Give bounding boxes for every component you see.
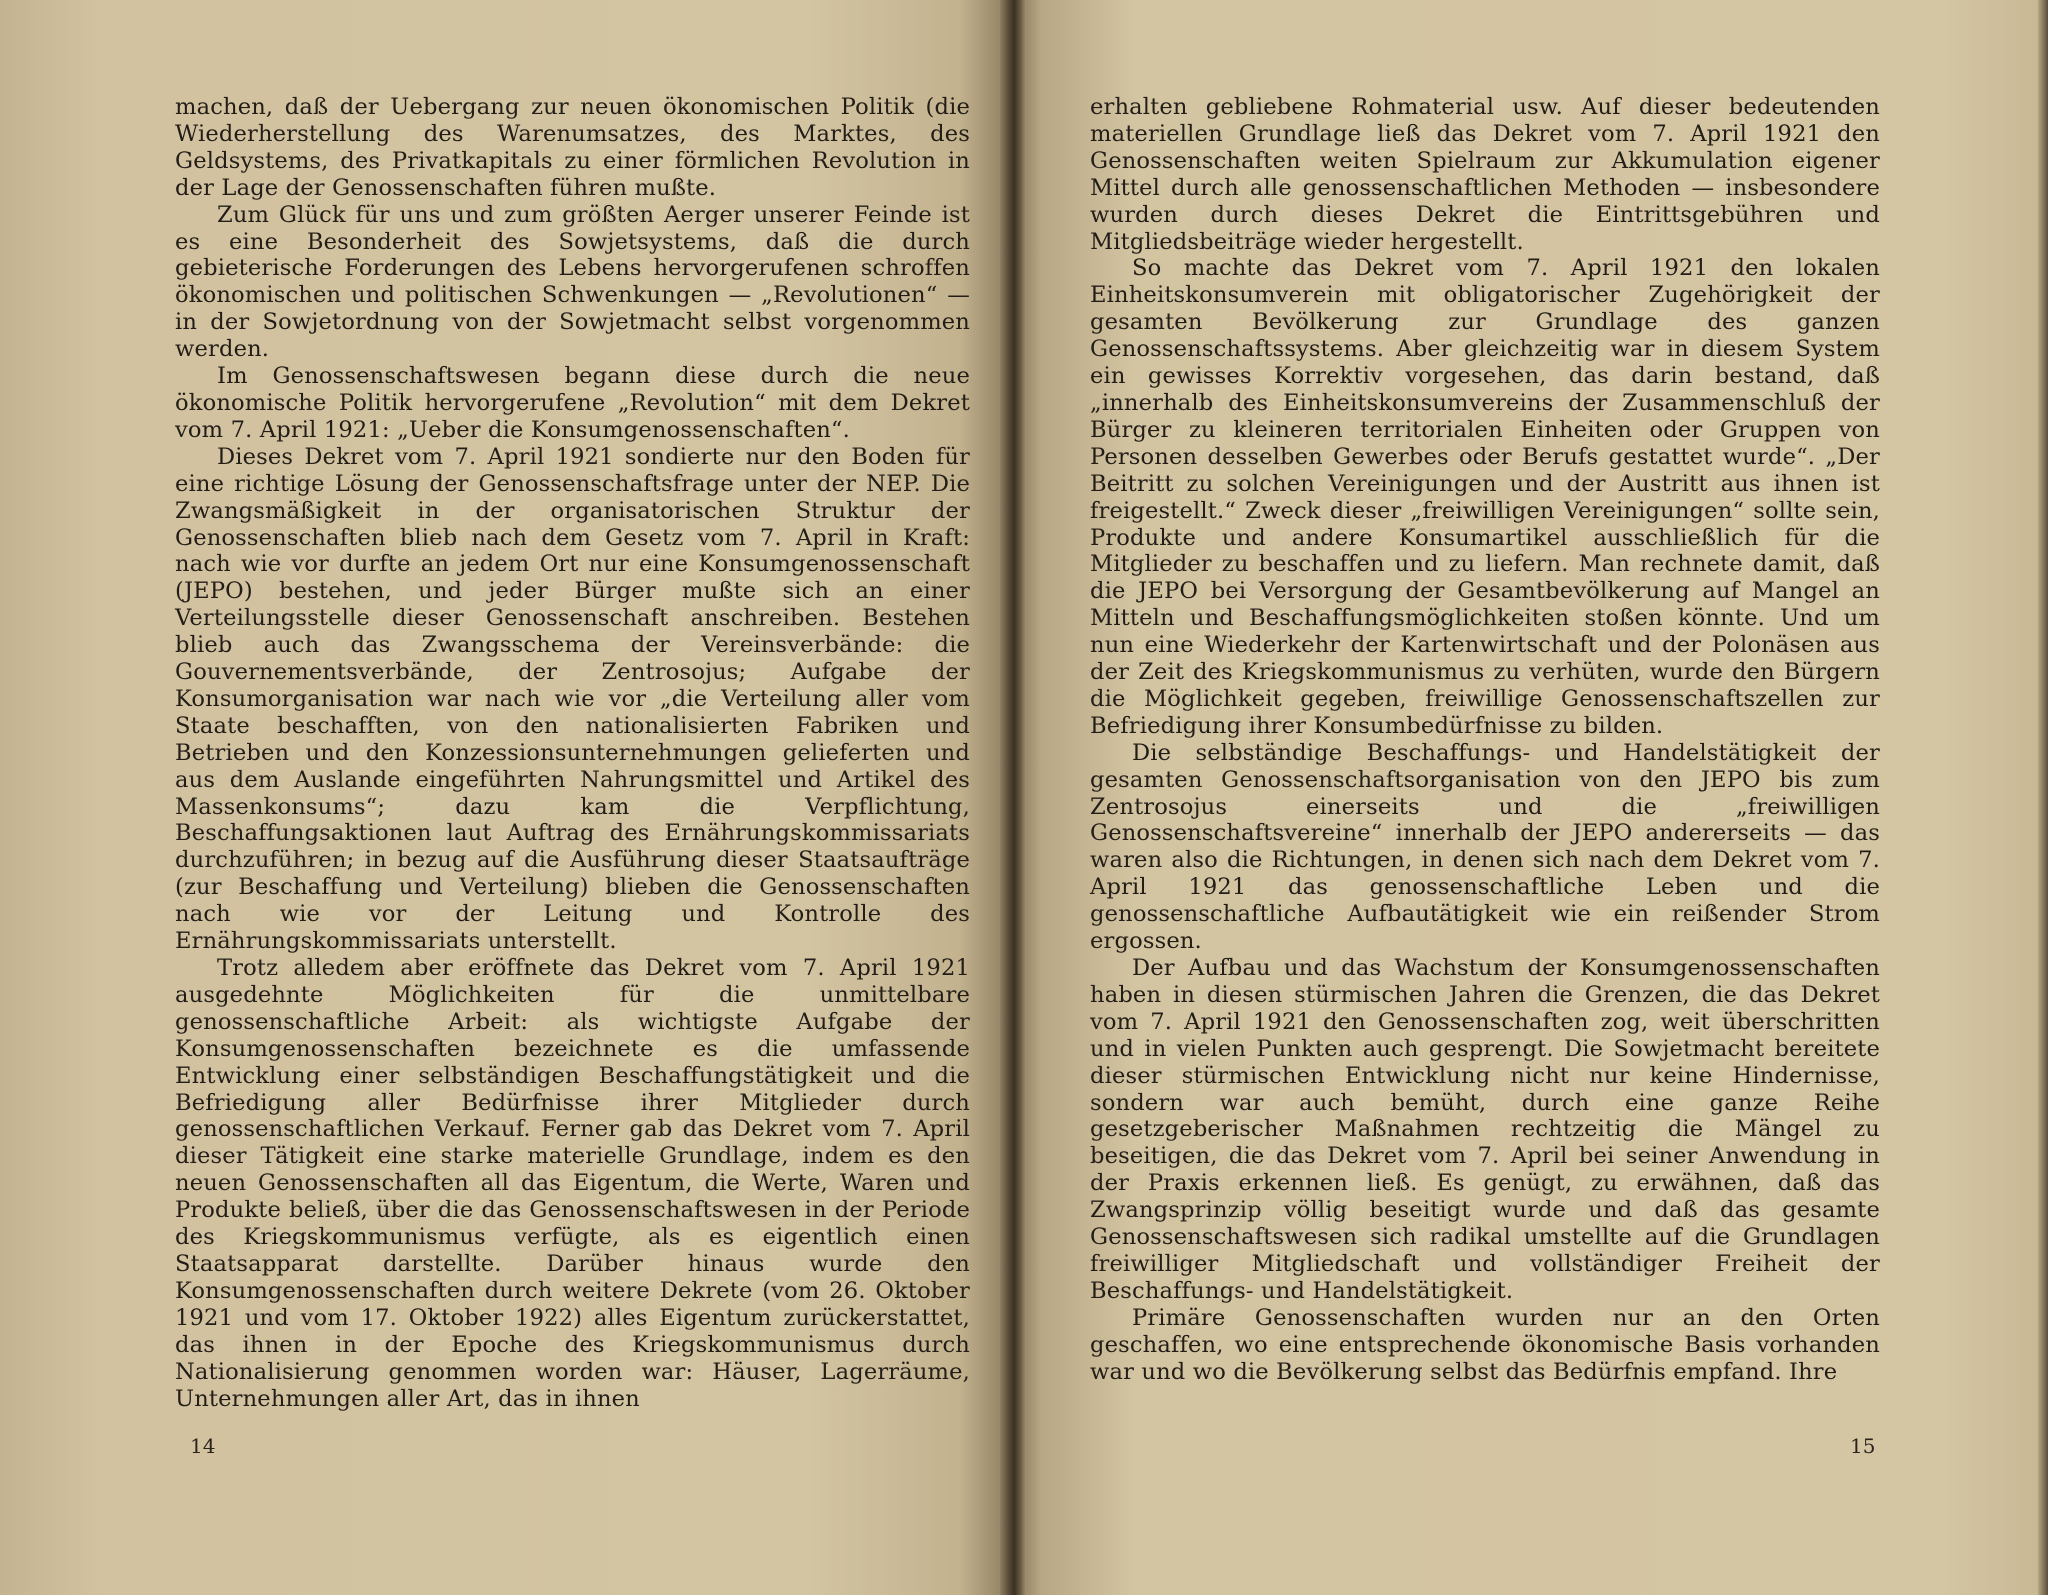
paragraph: Die selbständige Beschaffungs- und Handelstätigkeit der gesamten Genossenschaftsorganisation von den JEPO bis zum Zentrosojus einerseits und die „freiwilligen Genossenschaftsvereine“ innerhalb der JEPO andererseits — das waren also die Richtungen, in denen sich nach dem Dekret vom 7. April 1921 das genossenschaftliche Leben und die genossenschaftliche Aufbautätigkeit wie ein reißender Strom ergossen.	[1090, 739, 1880, 955]
left-page-text	[175, 94, 970, 1412]
paragraph: Dieses Dekret vom 7. April 1921 sondierte nur den Boden für eine richtige Lösung der Genossenschaftsfrage unter der NEP. Die Zwangsmäßigkeit in der organisatorischen Struktur der Genossenschaften blieb nach dem Gesetz vom 7. April in Kraft: nach wie vor durfte an jedem Ort nur eine Konsumgenossenschaft (JEPO) bestehen, und jeder Bürger mußte sich an einer Verteilungsstelle dieser Genossenschaft anschreiben. Bestehen blieb auch das Zwangsschema der Vereinsverbände: die Gouvernementsverbände, der Zentrosojus; Aufgabe der Konsumorganisation war nach wie vor „die Verteilung aller vom Staate beschafften, von den nationalisierten Fabriken und Betrieben und den Konzessionsunternehmungen gelieferten und aus dem Auslande eingeführten Nahrungsmittel und Artikel des Massenkonsums“; dazu kam die Verpflichtung, Beschaffungsaktionen laut Auftrag des Ernährungskommissariats durchzuführen; in bezug auf die Ausführung dieser Staatsaufträge (zur Beschaffung und Verteilung) blieben die Genossenschaften nach wie vor der Leitung und Kontrolle des Ernährungskommissariats unterstellt.	[175, 443, 970, 955]
page-edge-shadow	[2038, 0, 2048, 1595]
paragraph: machen, daß der Uebergang zur neuen ökonomischen Politik (die Wiederherstellung des Warenumsatzes, des Marktes, des Geldsystems, des Privatkapitals zu einer förmlichen Revolution in der Lage der Genossenschaften führen mußte.	[175, 94, 970, 201]
paragraph: Trotz alledem aber eröffnete das Dekret vom 7. April 1921 ausgedehnte Möglichkeiten für die unmittelbare genossenschaftliche Arbeit: als wichtigste Aufgabe der Konsumgenossenschaften bezeichnete es die umfassende Entwicklung einer selbständigen Beschaffungstätigkeit und die Befriedigung aller Bedürfnisse ihrer Mitglieder durch genossenschaftlichen Verkauf. Ferner gab das Dekret vom 7. April dieser Tätigkeit eine starke materielle Grundlage, indem es den neuen Genossenschaften all das Eigentum, die Werte, Waren und Produkte beließ, über die das Genossenschaftswesen in der Periode des Kriegskommunismus verfügte, als es eigentlich einen Staatsapparat darstellte. Darüber hinaus wurde den Konsumgenossenschaften durch weitere Dekrete (vom 26. Oktober 1921 und vom 17. Oktober 1922) alles Eigentum zurückerstattet, das ihnen in der Epoche des Kriegskommunismus durch Nationalisierung genommen worden war: Häuser, Lagerräume, Unternehmungen aller Art, das in ihnen	[175, 955, 970, 1412]
left-page	[0, 0, 1010, 1595]
paragraph: erhalten gebliebene Rohmaterial usw. Auf dieser bedeutenden materiellen Grundlage ließ das Dekret vom 7. April 1921 den Genossenschaften weiten Spielraum zur Akkumulation eigener Mittel durch alle genossenschaftlichen Methoden — insbesondere wurden durch dieses Dekret die Eintrittsgebühren und Mitgliedsbeiträge wieder hergestellt.	[1090, 94, 1880, 255]
right-page-text	[1090, 94, 1880, 1386]
paragraph: Zum Glück für uns und zum größten Aerger unserer Feinde ist es eine Besonderheit des Sowjetsystems, daß die durch gebieterische Forderungen des Lebens hervorgerufenen schroffen ökonomischen und politischen Schwenkungen — „Revolutionen“ — in der Sowjetordnung von der Sowjetmacht selbst vorgenommen werden.	[175, 201, 970, 363]
page-number-left: 14	[190, 1434, 216, 1458]
page-number-right: 15	[1850, 1434, 1876, 1458]
paragraph: Im Genossenschaftswesen begann diese durch die neue ökonomische Politik hervorgerufene „Revolution“ mit dem Dekret vom 7. April 1921: „Ueber die Konsumgenossenschaften“.	[175, 363, 970, 443]
paragraph: Primäre Genossenschaften wurden nur an den Orten geschaffen, wo eine entsprechende ökonomische Basis vorhanden war und wo die Bevölkerung selbst das Bedürfnis empfand. Ihre	[1090, 1304, 1880, 1385]
book-gutter	[1000, 0, 1026, 1595]
right-page	[1010, 0, 2048, 1595]
paragraph: So machte das Dekret vom 7. April 1921 den lokalen Einheitskonsumverein mit obligatorischer Zugehörigkeit der gesamten Bevölkerung zur Grundlage des ganzen Genossenschaftssystems. Aber gleichzeitig war in diesem System ein gewisses Korrektiv vorgesehen, das darin bestand, daß „innerhalb des Einheitskonsumvereins der Zusammenschluß der Bürger zu kleineren territorialen Einheiten oder Gruppen von Personen desselben Gewerbes oder Berufs gestattet wurde“. „Der Beitritt zu solchen Vereinigungen und der Austritt aus ihnen ist freigestellt.“ Zweck dieser „freiwilligen Vereinigungen“ sollte sein, Produkte und andere Konsumartikel ausschließlich für die Mitglieder zu beschaffen und zu liefern. Man rechnete damit, daß die JEPO bei Versorgung der Gesamtbevölkerung auf Mangel an Mitteln und Beschaffungsmöglichkeiten stoßen könnte. Und um nun eine Wiederkehr der Kartenwirtschaft und der Polonäsen aus der Zeit des Kriegskommunismus zu verhüten, wurde den Bürgern die Möglichkeit gegeben, freiwillige Genossenschaftszellen zur Befriedigung ihrer Konsumbedürfnisse zu bilden.	[1090, 255, 1880, 739]
paragraph: Der Aufbau und das Wachstum der Konsumgenossenschaften haben in diesen stürmischen Jahren die Grenzen, die das Dekret vom 7. April 1921 den Genossenschaften zog, weit überschritten und in vielen Punkten auch gesprengt. Die Sowjetmacht bereitete dieser stürmischen Entwicklung nicht nur keine Hindernisse, sondern war auch bemüht, durch eine ganze Reihe gesetzgeberischer Maßnahmen rechtzeitig die Mängel zu beseitigen, die das Dekret vom 7. April bei seiner Anwendung in der Praxis erkennen ließ. Es genügt, zu erwähnen, daß das Zwangsprinzip völlig beseitigt wurde und daß das gesamte Genossenschaftswesen sich radikal umstellte auf die Grundlagen freiwilliger Mitgliedschaft und vollständiger Freiheit der Beschaffungs- und Handelstätigkeit.	[1090, 955, 1880, 1304]
